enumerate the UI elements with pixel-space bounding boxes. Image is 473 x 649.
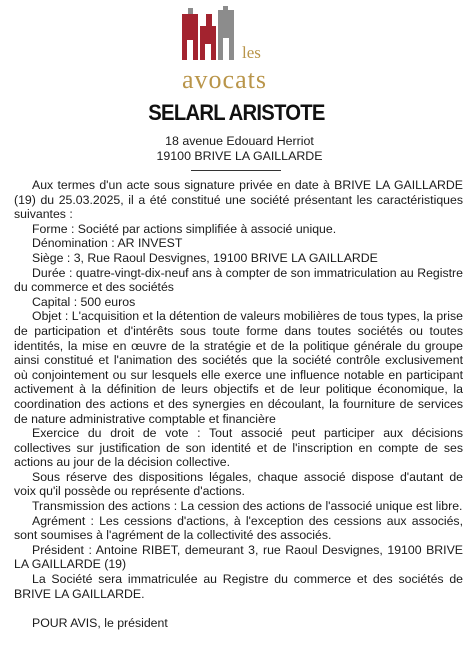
notice-paragraph: La Société sera immatriculée au Registre du commerce et des sociétés de BRIVE LA GAILLARDE. <box>14 572 463 601</box>
logo-text-avocats: avocats <box>182 65 267 94</box>
legal-notice-body <box>14 178 463 630</box>
notice-paragraph: Dénomination : AR INVEST <box>32 236 183 251</box>
firm-name: SELARL ARISTOTE <box>148 100 325 125</box>
notice-paragraph: Sous réserve des dispositions légales, chaque associé dispose d'autant de voix qu'il possède ou représente d'actions. <box>14 469 463 499</box>
notice-paragraph: Exercice du droit de vote : Tout associé peut participer aux décisions collectives sur justification de son identité et de l'inscription en compte de ses actions au jour de la décision collective. <box>14 426 463 470</box>
notice-paragraph: Capital : 500 euros <box>32 294 136 309</box>
notice-paragraph: Aux termes d'un acte sous signature privée en date à BRIVE LA GAILLARDE (19) du 25.03.2025, il a été constitué une société présentant les caractéristiques suivantes : <box>14 178 463 222</box>
address-line-2: 19100 BRIVE LA GAILLARDE <box>156 149 323 163</box>
notice-paragraph: Agrément : Les cessions d'actions, à l'exception des cessions aux associés, sont soumises à l'agrément de la collectivité des associés. <box>14 513 463 543</box>
logo-door-1 <box>187 40 193 60</box>
logo-notch-2 <box>223 6 228 11</box>
logo-door-2 <box>205 44 211 60</box>
notice-paragraph: Président : Antoine RIBET, demeurant 3, rue Raoul Desvignes, 19100 BRIVE LA GAILLARDE (19) <box>14 542 463 572</box>
notice-closing: POUR AVIS, le président <box>32 615 168 630</box>
header-divider <box>191 170 281 171</box>
logo-text-les: les <box>242 43 261 62</box>
notice-paragraph: Forme : Société par actions simplifiée à associé unique. <box>32 221 337 236</box>
logo-block-red-cap <box>206 14 212 26</box>
notice-paragraph: Durée : quatre-vingt-dix-neuf ans à compter de son immatriculation au Registre du commerce et des sociétés <box>14 265 463 295</box>
notice-paragraph: Siège : 3, Rue Raoul Desvignes, 19100 BRIVE LA GAILLARDE <box>32 250 378 265</box>
logo-door-3 <box>223 38 229 60</box>
firm-address <box>0 134 473 164</box>
blank-line <box>14 601 463 616</box>
logo-notch-1 <box>188 8 193 14</box>
address-line-1: 18 avenue Edouard Herriot <box>165 134 314 148</box>
notice-paragraph: Objet : L'acquisition et la détention de valeurs mobilières de tous types, la prise de participation et d'intérêts sous toute forme dans toutes sociétés ou toutes identités, la mise en œuvre de la stratégie et de la politique générale du groupe ainsi constitué et l'animation des sociétés que la société contrôle exclusivement où conjointement ou sur lesquels elle exerce une influence notable en participant activement à la définition de leurs objectifs et de leur politique économique, la coordination des actions et des synergies en découlant, la fourniture de services de nature administrative comptable et financière <box>14 309 463 426</box>
les-avocats-logo <box>160 4 300 100</box>
notice-paragraph: Transmission des actions : La cession des actions de l'associé unique est libre. <box>32 499 463 514</box>
